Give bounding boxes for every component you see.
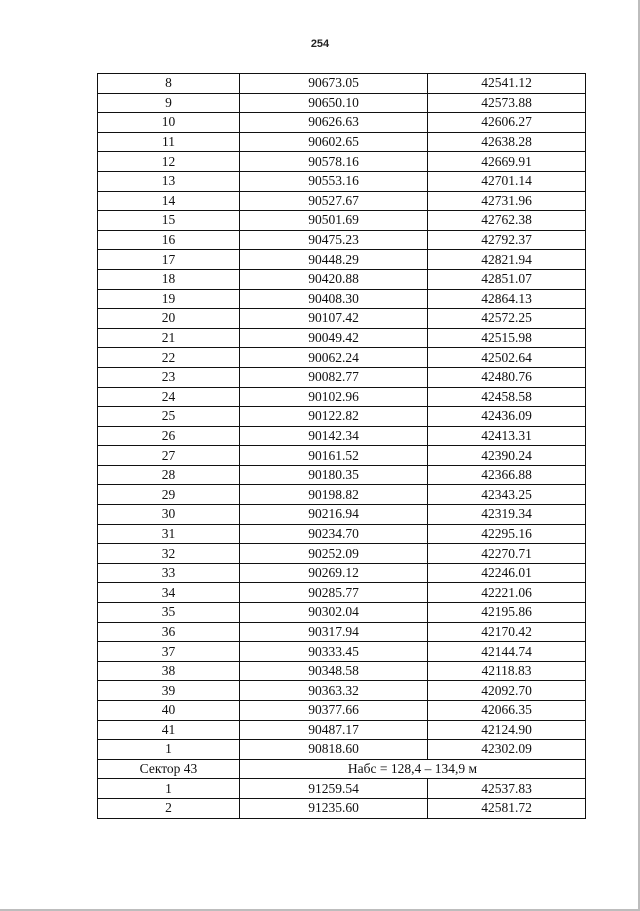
x-coordinate-cell: 90475.23 [240,230,428,250]
point-number-cell: 28 [98,465,240,485]
point-number-cell: 18 [98,269,240,289]
table-row [98,211,586,231]
x-coordinate-cell: 90363.32 [240,681,428,701]
y-coordinate-cell: 42066.35 [428,701,586,721]
y-coordinate-cell: 42792.37 [428,230,586,250]
point-number-cell: 21 [98,328,240,348]
point-number-cell: 13 [98,171,240,191]
table-row [98,348,586,368]
y-coordinate-cell: 42319.34 [428,505,586,525]
x-coordinate-cell: 90501.69 [240,211,428,231]
x-coordinate-cell: 90234.70 [240,524,428,544]
y-coordinate-cell: 42366.88 [428,465,586,485]
point-number-cell: 41 [98,720,240,740]
table-row [98,407,586,427]
table-row [98,563,586,583]
table-row [98,661,586,681]
table-row [98,74,586,94]
point-number-cell: 32 [98,544,240,564]
x-coordinate-cell: 90650.10 [240,93,428,113]
y-coordinate-cell: 42436.09 [428,407,586,427]
x-coordinate-cell: 90348.58 [240,661,428,681]
y-coordinate-cell: 42124.90 [428,720,586,740]
table-row [98,426,586,446]
x-coordinate-cell: 90553.16 [240,171,428,191]
x-coordinate-cell: 90269.12 [240,563,428,583]
table-row [98,328,586,348]
point-number-cell: 34 [98,583,240,603]
point-number-cell: 33 [98,563,240,583]
point-number-cell: 12 [98,152,240,172]
point-number-cell: 20 [98,309,240,329]
table-row [98,798,586,818]
table-row [98,113,586,133]
y-coordinate-cell: 42762.38 [428,211,586,231]
point-number-cell: 38 [98,661,240,681]
point-number-cell: 26 [98,426,240,446]
x-coordinate-cell: 90578.16 [240,152,428,172]
y-coordinate-cell: 42502.64 [428,348,586,368]
x-coordinate-cell: 90122.82 [240,407,428,427]
y-coordinate-cell: 42195.86 [428,603,586,623]
table-row [98,603,586,623]
table-row [98,642,586,662]
y-coordinate-cell: 42864.13 [428,289,586,309]
table-row [98,681,586,701]
y-coordinate-cell: 42515.98 [428,328,586,348]
point-number-cell: 31 [98,524,240,544]
y-coordinate-cell: 42458.58 [428,387,586,407]
y-coordinate-cell: 42701.14 [428,171,586,191]
table-row [98,93,586,113]
x-coordinate-cell: 90107.42 [240,309,428,329]
point-number-cell: 36 [98,622,240,642]
x-coordinate-cell: 90420.88 [240,269,428,289]
y-coordinate-cell: 42581.72 [428,798,586,818]
x-coordinate-cell: 90062.24 [240,348,428,368]
y-coordinate-cell: 42731.96 [428,191,586,211]
table-row [98,779,586,799]
table-row [98,740,586,760]
table-row [98,289,586,309]
x-coordinate-cell: 90161.52 [240,446,428,466]
y-coordinate-cell: 42669.91 [428,152,586,172]
sector-height-cell: Набс = 128,4 – 134,9 м [240,759,586,779]
coordinates-table-container [97,73,585,819]
y-coordinate-cell: 42270.71 [428,544,586,564]
point-number-cell: 16 [98,230,240,250]
point-number-cell: 1 [98,740,240,760]
y-coordinate-cell: 42343.25 [428,485,586,505]
y-coordinate-cell: 42144.74 [428,642,586,662]
table-row [98,524,586,544]
x-coordinate-cell: 90527.67 [240,191,428,211]
table-row [98,544,586,564]
y-coordinate-cell: 42821.94 [428,250,586,270]
x-coordinate-cell: 90102.96 [240,387,428,407]
table-row [98,485,586,505]
point-number-cell: 19 [98,289,240,309]
y-coordinate-cell: 42302.09 [428,740,586,760]
table-row [98,269,586,289]
x-coordinate-cell: 90377.66 [240,701,428,721]
x-coordinate-cell: 90317.94 [240,622,428,642]
x-coordinate-cell: 90180.35 [240,465,428,485]
x-coordinate-cell: 90487.17 [240,720,428,740]
y-coordinate-cell: 42118.83 [428,661,586,681]
table-row [98,250,586,270]
table-row [98,152,586,172]
table-row [98,367,586,387]
x-coordinate-cell: 90408.30 [240,289,428,309]
y-coordinate-cell: 42480.76 [428,367,586,387]
table-row [98,583,586,603]
point-number-cell: 11 [98,132,240,152]
x-coordinate-cell: 90448.29 [240,250,428,270]
point-number-cell: 9 [98,93,240,113]
y-coordinate-cell: 42170.42 [428,622,586,642]
point-number-cell: 14 [98,191,240,211]
x-coordinate-cell: 91259.54 [240,779,428,799]
table-row [98,191,586,211]
point-number-cell: 24 [98,387,240,407]
x-coordinate-cell: 90626.63 [240,113,428,133]
y-coordinate-cell: 42638.28 [428,132,586,152]
point-number-cell: 10 [98,113,240,133]
table-row [98,622,586,642]
point-number-cell: 30 [98,505,240,525]
y-coordinate-cell: 42390.24 [428,446,586,466]
table-row [98,446,586,466]
y-coordinate-cell: 42092.70 [428,681,586,701]
point-number-cell: 39 [98,681,240,701]
x-coordinate-cell: 90082.77 [240,367,428,387]
point-number-cell: 25 [98,407,240,427]
x-coordinate-cell: 90049.42 [240,328,428,348]
x-coordinate-cell: 90142.34 [240,426,428,446]
coordinates-table [97,73,586,819]
table-row [98,387,586,407]
sector-header-row [98,759,586,779]
y-coordinate-cell: 42246.01 [428,563,586,583]
point-number-cell: 35 [98,603,240,623]
x-coordinate-cell: 90602.65 [240,132,428,152]
coordinates-table-body [98,74,586,819]
table-row [98,505,586,525]
point-number-cell: 15 [98,211,240,231]
table-row [98,132,586,152]
x-coordinate-cell: 90333.45 [240,642,428,662]
x-coordinate-cell: 90673.05 [240,74,428,94]
y-coordinate-cell: 42572.25 [428,309,586,329]
table-row [98,701,586,721]
point-number-cell: 29 [98,485,240,505]
y-coordinate-cell: 42606.27 [428,113,586,133]
x-coordinate-cell: 90302.04 [240,603,428,623]
point-number-cell: 37 [98,642,240,662]
y-coordinate-cell: 42851.07 [428,269,586,289]
x-coordinate-cell: 90216.94 [240,505,428,525]
table-row [98,465,586,485]
x-coordinate-cell: 90252.09 [240,544,428,564]
point-number-cell: 17 [98,250,240,270]
point-number-cell: 1 [98,779,240,799]
page-number: 254 [310,38,330,50]
y-coordinate-cell: 42295.16 [428,524,586,544]
table-row [98,309,586,329]
table-row [98,171,586,191]
y-coordinate-cell: 42537.83 [428,779,586,799]
y-coordinate-cell: 42221.06 [428,583,586,603]
x-coordinate-cell: 90285.77 [240,583,428,603]
point-number-cell: 40 [98,701,240,721]
table-row [98,720,586,740]
sector-label-cell: Сектор 43 [98,759,240,779]
table-row [98,230,586,250]
y-coordinate-cell: 42541.12 [428,74,586,94]
point-number-cell: 23 [98,367,240,387]
x-coordinate-cell: 90198.82 [240,485,428,505]
point-number-cell: 8 [98,74,240,94]
point-number-cell: 2 [98,798,240,818]
x-coordinate-cell: 91235.60 [240,798,428,818]
x-coordinate-cell: 90818.60 [240,740,428,760]
point-number-cell: 27 [98,446,240,466]
point-number-cell: 22 [98,348,240,368]
y-coordinate-cell: 42573.88 [428,93,586,113]
y-coordinate-cell: 42413.31 [428,426,586,446]
